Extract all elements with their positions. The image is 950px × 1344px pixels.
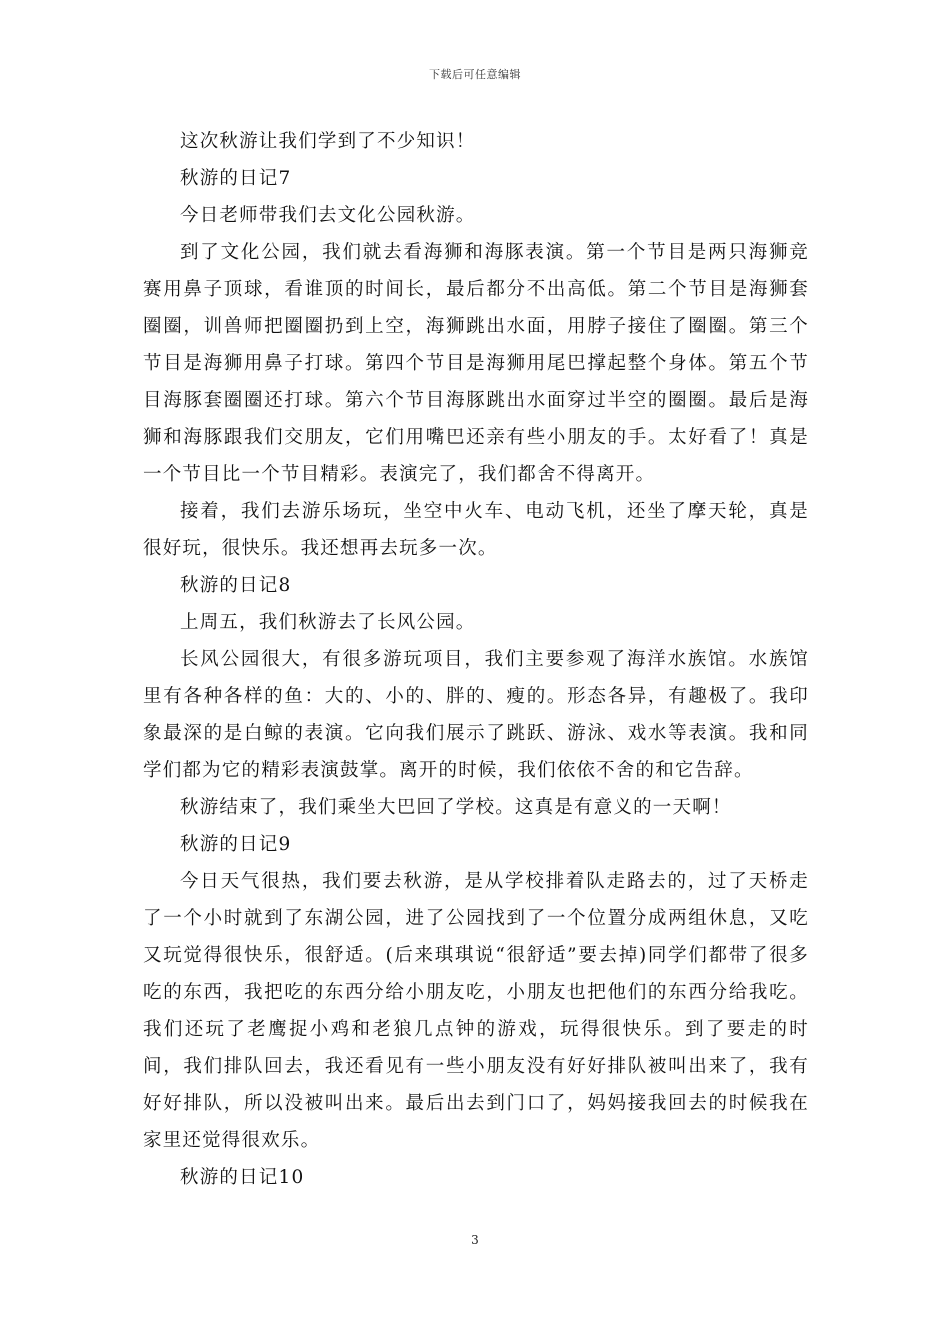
diary-heading: 秋游的日记7 — [180, 168, 292, 189]
document-body — [143, 123, 809, 1196]
diary-heading: 秋游的日记9 — [180, 834, 292, 855]
paragraph: 秋游结束了，我们乘坐大巴回了学校。这真是有意义的一天啊！ — [180, 797, 732, 818]
paragraph: 上周五，我们秋游去了长风公园。 — [180, 612, 476, 633]
paragraph: 今日天气很热，我们要去秋游，是从学校排着队走路去的，过了天桥走了一个小时就到了东湖公园，进了公园找到了一个位置分成两组休息，又吃又玩觉得很快乐，很舒适。(后来琪琪说“很舒适”要去掉)同学们都带了很多吃的东西，我把吃的东西分给小朋友吃，小朋友也把他们的东西分给我吃。我们还玩了老鹰捉小鸡和老狼几点钟的游戏，玩得很快乐。到了要走的时间，我们排队回去，我还看见有一些小朋友没有好好排队被叫出来了，我有好好排队，所以没被叫出来。最后出去到门口了，妈妈接我回去的时候我在家里还觉得很欢乐。 — [143, 871, 809, 1151]
page-header: 下载后可任意编辑 — [429, 68, 521, 81]
diary-heading: 秋游的日记8 — [180, 575, 292, 596]
paragraph: 这次秋游让我们学到了不少知识！ — [180, 131, 476, 152]
paragraph: 长风公园很大，有很多游玩项目，我们主要参观了海洋水族馆。水族馆里有各种各样的鱼：大的、小的、胖的、瘦的。形态各异，有趣极了。我印象最深的是白鲸的表演。它向我们展示了跳跃、游泳、戏水等表演。我和同学们都为它的精彩表演鼓掌。离开的时候，我们依依不舍的和它告辞。 — [143, 649, 809, 781]
diary-heading: 秋游的日记10 — [180, 1167, 305, 1188]
paragraph: 接着，我们去游乐场玩，坐空中火车、电动飞机，还坐了摩天轮，真是很好玩，很快乐。我还想再去玩多一次。 — [143, 501, 809, 559]
page-number: 3 — [471, 1233, 479, 1247]
paragraph: 到了文化公园，我们就去看海狮和海豚表演。第一个节目是两只海狮竞赛用鼻子顶球，看谁顶的时间长，最后都分不出高低。第二个节目是海狮套圈圈，训兽师把圈圈扔到上空，海狮跳出水面，用脖子接住了圈圈。第三个节目是海狮用鼻子打球。第四个节目是海狮用尾巴撑起整个身体。第五个节目海豚套圈圈还打球。第六个节目海豚跳出水面穿过半空的圈圈。最后是海狮和海豚跟我们交朋友，它们用嘴巴还亲有些小朋友的手。太好看了！真是一个节目比一个节目精彩。表演完了，我们都舍不得离开。 — [143, 242, 809, 485]
paragraph: 今日老师带我们去文化公园秋游。 — [180, 205, 476, 226]
